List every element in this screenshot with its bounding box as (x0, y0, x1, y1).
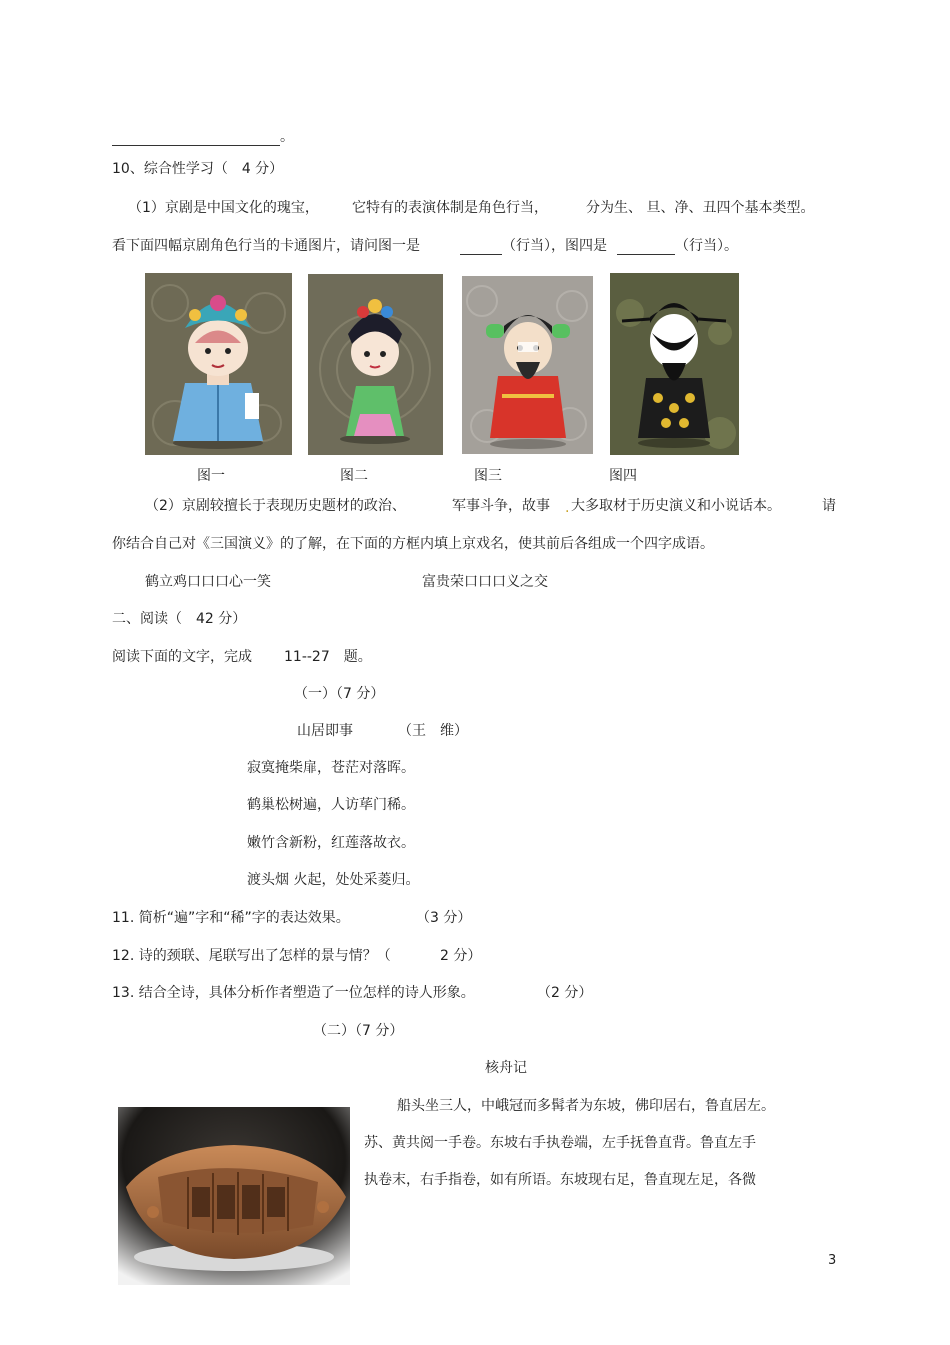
answer-blank-line (112, 128, 294, 146)
answer-blank-1 (460, 240, 502, 255)
q10-p2-a: （2）京剧较擅长于表现历史题材的政治、 (145, 498, 406, 514)
question-12-score: 2 分） (440, 948, 482, 964)
idiom-left: 鹤立鸡口口口心一笑 (145, 574, 271, 590)
poem-line: 鹤巢松树遍，人访荜门稀。 (247, 797, 415, 813)
q10-p1-a: （1）京剧是中国文化的瑰宝， (128, 200, 319, 216)
caption-figure-1: 图一 (197, 468, 225, 484)
q10-p2-line2: 你结合自己对《三国演义》的了解，在下面的方框内填上京戏名，使其前后各组成一个四字成语。 (112, 536, 714, 552)
poem-author: （王 维） (398, 723, 468, 739)
poem-line: 嫩竹含新粉，红莲落故衣。 (247, 835, 415, 851)
q10-p1-line2-c: （行当）。 (675, 238, 738, 254)
question-11: 11. 简析“遍”字和“稀”字的表达效果。 (112, 910, 350, 926)
section2-intro-b: 11--27 题。 (284, 649, 372, 665)
poem-line: 渡头烟 火起，处处采菱归。 (247, 872, 420, 888)
line-end-mark: 。 (280, 129, 294, 145)
part2-label: （二）（7 分） (313, 1023, 404, 1039)
answer-blank-2 (617, 240, 675, 255)
article-title: 核舟记 (485, 1060, 527, 1076)
page-number: 3 (828, 1253, 837, 1268)
question-11-score: （3 分） (416, 910, 472, 926)
article-line: 执卷末，右手指卷，如有所语。东坡现右足，鲁直现左足，各微 (364, 1172, 756, 1188)
section2-intro-a: 阅读下面的文字，完成 (112, 649, 252, 665)
opera-figure-3-image (462, 276, 593, 454)
idiom-right: 富贵荣口口口义之交 (422, 574, 548, 590)
q10-p1-line2-a: 看下面四幅京剧角色行当的卡通图片，请问图一是 (112, 238, 420, 254)
poem-line: 寂寞掩柴扉，苍茫对落晖。 (247, 760, 415, 776)
q10-p2-c: 大多取材于历史演义和小说话本。 (571, 498, 781, 514)
q10-p2-dot: . (565, 500, 570, 516)
q10-heading: 10、综合性学习（ 4 分） (112, 161, 284, 177)
q10-p2-d: 请 (822, 498, 836, 514)
question-12: 12. 诗的颈联、尾联写出了怎样的景与情？（ (112, 948, 391, 964)
opera-figure-1-image (145, 273, 292, 455)
question-13-score: （2 分） (537, 985, 593, 1001)
walnut-boat-carving-image (118, 1107, 350, 1285)
q10-p1-c: 分为生、 旦、净、丑四个基本类型。 (586, 200, 815, 216)
section2-heading: 二、阅读（ 42 分） (112, 611, 247, 627)
opera-figure-4-image (610, 273, 739, 455)
q10-p2-b: 军事斗争，故事 (452, 498, 550, 514)
question-13: 13. 结合全诗，具体分析作者塑造了一位怎样的诗人形象。 (112, 985, 475, 1001)
opera-figure-2-image (308, 274, 443, 455)
q10-p1-line2-b: （行当），图四是 (502, 238, 607, 254)
q10-p1-b: 它特有的表演体制是角色行当， (352, 200, 548, 216)
caption-figure-4: 图四 (609, 468, 637, 484)
article-line: 船头坐三人，中峨冠而多髯者为东坡，佛印居右，鲁直居左。 (397, 1098, 775, 1114)
part1-label: （一）（7 分） (294, 686, 385, 702)
caption-figure-2: 图二 (340, 468, 368, 484)
article-line: 苏、黄共阅一手卷。东坡右手执卷端，左手抚鲁直背。鲁直左手 (364, 1135, 756, 1151)
q10-p1-line2 (112, 237, 738, 255)
caption-figure-3: 图三 (474, 468, 502, 484)
poem-title: 山居即事 (297, 723, 353, 739)
